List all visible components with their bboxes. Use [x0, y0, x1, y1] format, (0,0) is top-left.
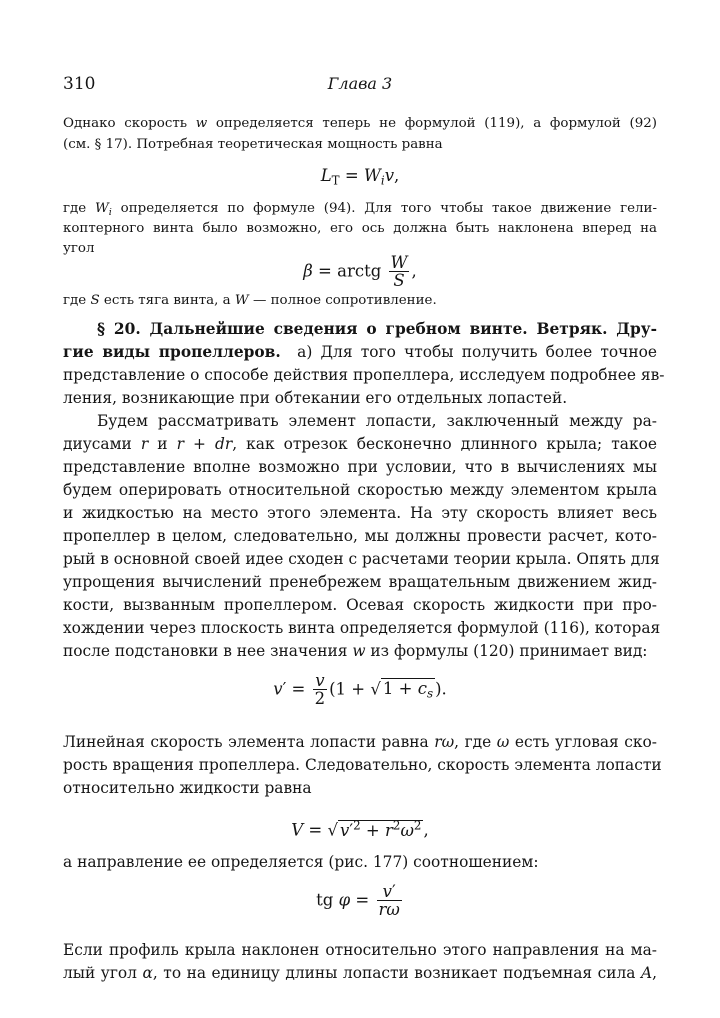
formula-angle: β = arctg $\frac{W}{S}$ ,: [303, 253, 417, 291]
text-line: кости, вызванным пропеллером. Осевая скорость жидкости при про-: [63, 596, 657, 614]
text-line: диусами r и r + dr, как отрезок бесконечно длинного крыла; такое: [63, 435, 657, 453]
text-line: коптерного винта было возможно, его ось должна быть наклонена вперед на: [63, 221, 657, 236]
text-line: упрощения вычислений пренебрежем вращательным движением жид-: [63, 573, 657, 591]
text-line: угол: [63, 241, 95, 256]
text-line: будем оперировать относительной скоростью между элементом крыла: [63, 481, 657, 499]
text-line: лый угол α, то на единицу длины лопасти возникает подъемная сила A,: [63, 964, 657, 982]
text-line: представление вполне возможно при условии, что в вычислениях мы: [63, 458, 657, 476]
formula-power: $L_T = W_iv$,: [320, 166, 400, 188]
text-line: представление о способе действия пропеллера, исследуем подробнее яв-: [63, 366, 665, 384]
section-heading: § 20. Дальнейшие сведения о гребном винте. Ветряк. Дру-: [97, 320, 657, 338]
text-line: рость вращения пропеллера. Следовательно, скорость элемента лопасти: [63, 756, 662, 774]
text-line: а направление ее определяется (рис. 177) соотношением:: [63, 853, 539, 871]
text-line: (см. § 17). Потребная теоретическая мощность равна: [63, 137, 443, 152]
text-line: где S есть тяга винта, а W — полное сопротивление.: [63, 293, 437, 308]
text-line: Линейная скорость элемента лопасти равна rω, где ω есть угловая ско-: [63, 733, 657, 751]
text-line: хождении через плоскость винта определяется формулой (116), которая: [63, 619, 661, 637]
running-header: Глава 3: [327, 74, 393, 93]
text-line: рый в основной своей идее сходен с расчетами теории крыла. Опять для: [63, 550, 660, 568]
text-line: пропеллер в целом, следовательно, мы должны провести расчет, кото-: [63, 527, 657, 545]
text-line: Будем рассматривать элемент лопасти, заключенный между ра-: [97, 412, 657, 430]
formula-relative-velocity: V = √ $v'^2 + r^2\omega^2$ ,: [291, 818, 429, 840]
formula-tangent: tg φ = $\frac{v'}{r\omega}$: [316, 882, 400, 920]
text-line: Однако скорость w определяется теперь не формулой (119), а формулой (92): [63, 116, 657, 131]
text-line: и жидкостью на место этого элемента. На эту скорость влияет весь: [63, 504, 657, 522]
text-line: относительно жидкости равна: [63, 779, 312, 797]
text-line: где $W_i$ определяется по формуле (94). Для того чтобы такое движение гели-: [63, 201, 657, 218]
text-line: ления, возникающие при обтекании его отдельных лопастей.: [63, 389, 568, 407]
text-line: Если профиль крыла наклонен относительно этого направления на ма-: [63, 941, 657, 959]
formula-axial-velocity: v′ = $\frac{v}{2}$ (1 + √ $1 + c_s$ ).: [273, 671, 447, 709]
page-number: 310: [63, 74, 96, 94]
text-line: после подстановки в нее значения w из формулы (120) принимает вид:: [63, 642, 648, 660]
text-line: гие виды пропеллеров. а) Для того чтобы получить более точное: [63, 343, 657, 361]
